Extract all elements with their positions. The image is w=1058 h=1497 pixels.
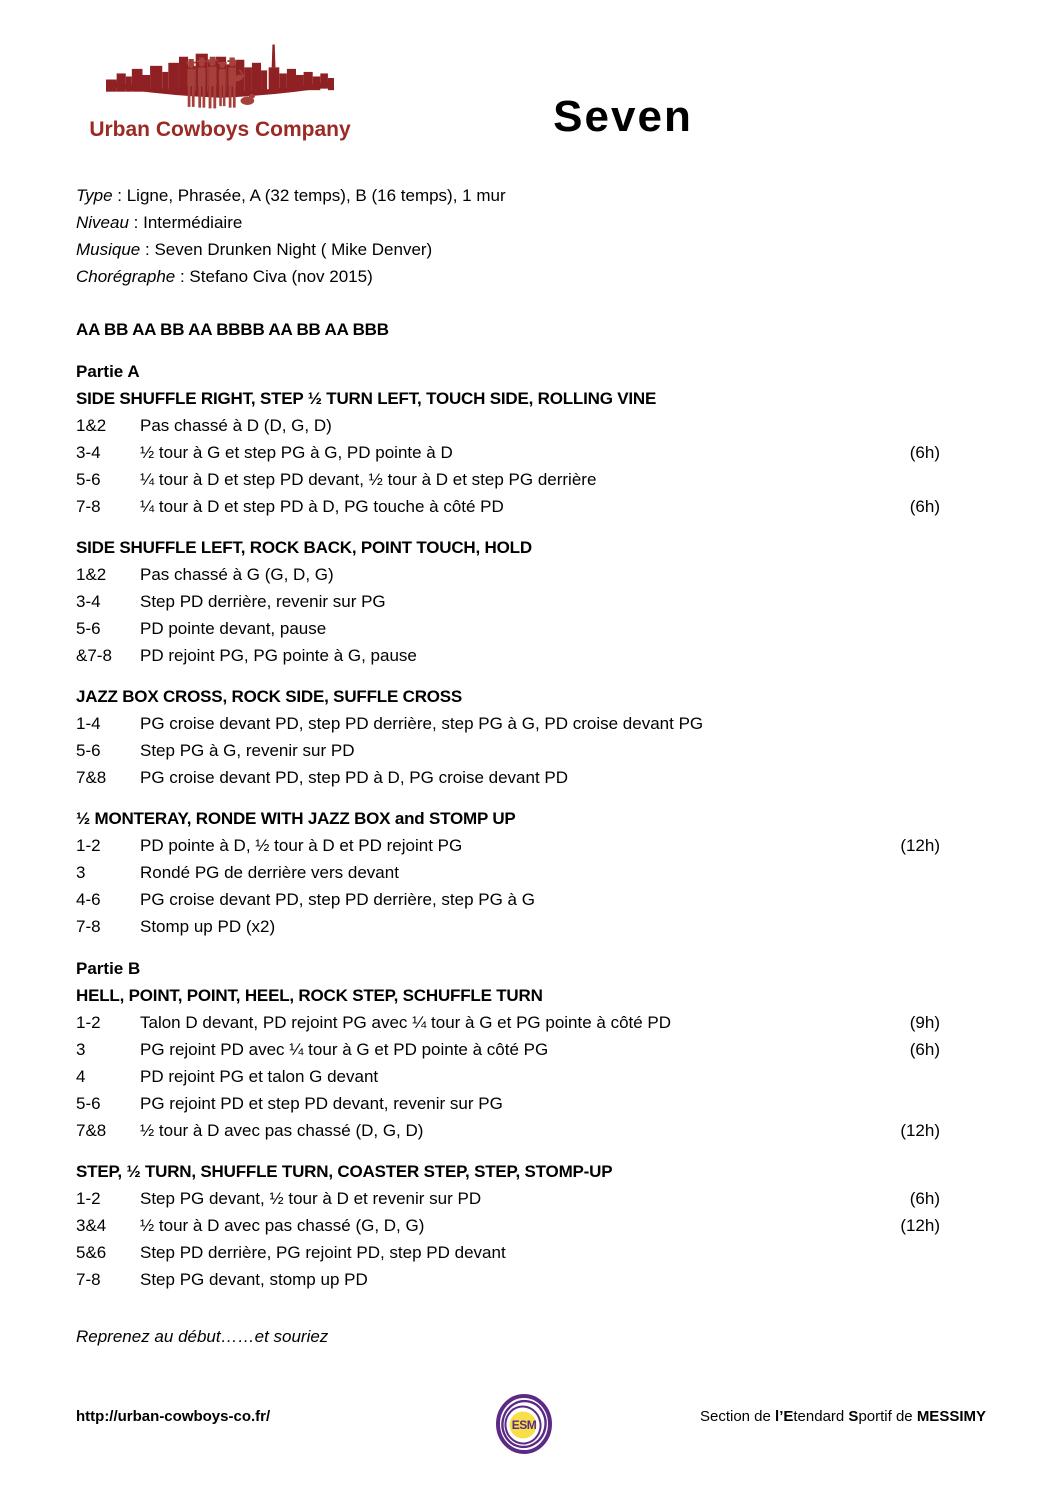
section-title: STEP, ½ TURN, SHUFFLE TURN, COASTER STEP, STEP, STOMP-UP: [76, 1162, 613, 1181]
step-counts: 5-6: [76, 741, 101, 760]
step-clock: [868, 710, 940, 737]
step-text: ½ tour à D avec pas chassé (G, D, G): [140, 1216, 425, 1235]
step-clock: [868, 588, 940, 615]
step-row: [76, 412, 940, 439]
step-row: [76, 1063, 940, 1090]
meta-separator: :: [140, 240, 155, 259]
step-row: [76, 439, 940, 466]
meta-separator: :: [175, 267, 190, 286]
footer-section-part: tendard: [793, 1408, 849, 1425]
step-text: ½ tour à G et step PG à G, PD pointe à D: [140, 443, 453, 462]
step-row: [76, 561, 940, 588]
step-counts: 1&2: [76, 416, 107, 435]
step-text: PG croise devant PD, step PD à D, PG croise devant PD: [140, 768, 569, 787]
part-title: Partie B: [76, 959, 141, 978]
step-row: [76, 710, 940, 737]
step-text: Rondé PG de derrière vers devant: [140, 863, 399, 882]
step-clock: [868, 859, 940, 886]
step-counts: 7-8: [76, 917, 101, 936]
step-text: PG croise devant PD, step PD derrière, step PG à G: [140, 890, 535, 909]
meta-value: Stefano Civa (nov 2015): [189, 267, 373, 286]
section-title: SIDE SHUFFLE RIGHT, STEP ½ TURN LEFT, TOUCH SIDE, ROLLING VINE: [76, 389, 657, 408]
step-text: Step PD derrière, revenir sur PG: [140, 592, 386, 611]
page-title: Seven: [553, 92, 693, 141]
step-clock: [868, 466, 940, 493]
step-clock: [868, 1090, 940, 1117]
step-text: ¼ tour à D et step PD devant, ½ tour à D et step PG derrière: [140, 470, 597, 489]
step-counts: 7-8: [76, 497, 101, 516]
step-counts: 3-4: [76, 592, 101, 611]
step-clock: [868, 1239, 940, 1266]
step-clock: [868, 913, 940, 940]
meta-block: [76, 182, 1058, 290]
step-row: [76, 859, 940, 886]
sequence-line: AA BB AA BB AA BBBB AA BB AA BBB: [76, 320, 389, 339]
meta-line: [76, 182, 1058, 209]
step-counts: 4: [76, 1067, 86, 1086]
step-clock: [868, 764, 940, 791]
step-text: PD pointe devant, pause: [140, 619, 327, 638]
step-counts: 5-6: [76, 470, 101, 489]
step-row: [76, 1009, 940, 1036]
meta-label: Chorégraphe: [76, 267, 176, 286]
step-row: [76, 886, 940, 913]
step-counts: 4-6: [76, 890, 101, 909]
step-text: Step PG devant, stomp up PD: [140, 1270, 368, 1289]
step-text: Step PD derrière, PG rejoint PD, step PD devant: [140, 1243, 506, 1262]
step-counts: 5-6: [76, 619, 101, 638]
brand-name: Urban Cowboys Company: [89, 118, 351, 141]
step-text: ¼ tour à D et step PD à D, PG touche à côté PD: [140, 497, 504, 516]
step-row: [76, 764, 940, 791]
step-text: Step PG à G, revenir sur PD: [140, 741, 355, 760]
meta-label: Musique: [76, 240, 141, 259]
step-counts: 3: [76, 863, 86, 882]
step-clock: (12h): [900, 836, 940, 855]
step-row: [76, 493, 940, 520]
step-text: PG rejoint PD et step PD devant, revenir sur PG: [140, 1094, 503, 1113]
urban-cowboys-logo: [74, 40, 366, 142]
step-row: [76, 1090, 940, 1117]
meta-value: Intermédiaire: [143, 213, 243, 232]
step-text: PD pointe à D, ½ tour à D et PD rejoint PG: [140, 836, 463, 855]
footer-section-part: l’E: [775, 1408, 794, 1425]
step-counts: 1-4: [76, 714, 101, 733]
step-section: [76, 1158, 940, 1293]
city-skyline-cowboys-icon: [74, 40, 366, 116]
step-row: [76, 1117, 940, 1144]
step-clock: (6h): [909, 443, 940, 462]
step-clock: (6h): [909, 497, 940, 516]
step-text: Pas chassé à G (G, D, G): [140, 565, 334, 584]
meta-line: [76, 209, 1058, 236]
step-counts: 1-2: [76, 1189, 101, 1208]
step-counts: 1&2: [76, 565, 107, 584]
step-counts: 5&6: [76, 1243, 107, 1262]
esm-logo: [494, 1392, 554, 1456]
step-clock: [868, 561, 940, 588]
meta-line: [76, 236, 1058, 263]
step-clock: [868, 412, 940, 439]
section-title: HELL, POINT, POINT, HEEL, ROCK STEP, SCHUFFLE TURN: [76, 986, 543, 1005]
step-clock: (6h): [909, 1189, 940, 1208]
step-section: [76, 805, 940, 940]
document-footer: [0, 1392, 1058, 1462]
step-clock: (12h): [900, 1121, 940, 1140]
footer-url: http://urban-cowboys-co.fr/: [76, 1408, 271, 1425]
step-clock: (6h): [909, 1040, 940, 1059]
step-section: [76, 534, 940, 669]
step-clock: (9h): [909, 1013, 940, 1032]
step-counts: 1-2: [76, 836, 101, 855]
esm-badge-label: ESM: [511, 1418, 537, 1433]
step-row: [76, 1266, 940, 1293]
step-counts: 1-2: [76, 1013, 101, 1032]
step-row: [76, 642, 940, 669]
footer-section-part: S: [848, 1408, 859, 1425]
step-text: Talon D devant, PD rejoint PG avec ¼ tour à G et PG pointe à côté PD: [140, 1013, 672, 1032]
footer-section-part: portif de: [858, 1408, 917, 1425]
meta-label: Niveau: [76, 213, 129, 232]
step-row: [76, 1185, 940, 1212]
step-row: [76, 913, 940, 940]
step-clock: [868, 737, 940, 764]
step-text: Pas chassé à D (D, G, D): [140, 416, 332, 435]
step-counts: 3-4: [76, 443, 101, 462]
step-section: [76, 385, 940, 520]
step-counts: 5-6: [76, 1094, 101, 1113]
footer-section-part: MESSIMY: [916, 1408, 986, 1425]
document-header: [0, 0, 1058, 166]
step-clock: (12h): [900, 1216, 940, 1235]
step-row: [76, 615, 940, 642]
step-row: [76, 737, 940, 764]
step-counts: 7&8: [76, 768, 107, 787]
meta-separator: :: [128, 213, 144, 232]
step-counts: &7-8: [76, 646, 112, 665]
closing-line: Reprenez au début……et souriez: [76, 1327, 329, 1346]
meta-value: Ligne, Phrasée, A (32 temps), B (16 temps), 1 mur: [126, 186, 506, 205]
step-text: Stomp up PD (x2): [140, 917, 276, 936]
meta-value: Seven Drunken Night ( Mike Denver): [154, 240, 433, 259]
step-row: [76, 588, 940, 615]
step-text: ½ tour à D avec pas chassé (D, G, D): [140, 1121, 424, 1140]
footer-section-text: [700, 1408, 986, 1425]
section-title: ½ MONTERAY, RONDE WITH JAZZ BOX and STOMP UP: [76, 809, 516, 828]
step-text: Step PG devant, ½ tour à D et revenir sur PD: [140, 1189, 482, 1208]
step-row: [76, 832, 940, 859]
step-text: PD rejoint PG, PG pointe à G, pause: [140, 646, 417, 665]
step-counts: 3&4: [76, 1216, 107, 1235]
step-section: [76, 683, 940, 791]
step-clock: [868, 886, 940, 913]
step-row: [76, 466, 940, 493]
step-counts: 7&8: [76, 1121, 107, 1140]
step-row: [76, 1239, 940, 1266]
meta-separator: :: [112, 186, 127, 205]
step-text: PG rejoint PD avec ¼ tour à G et PD pointe à côté PG: [140, 1040, 549, 1059]
step-row: [76, 1212, 940, 1239]
dance-sheet: [76, 358, 940, 1293]
step-counts: 7-8: [76, 1270, 101, 1289]
meta-line: [76, 263, 1058, 290]
step-clock: [868, 642, 940, 669]
section-title: JAZZ BOX CROSS, ROCK SIDE, SUFFLE CROSS: [76, 687, 463, 706]
step-section: [76, 982, 940, 1144]
step-clock: [868, 1063, 940, 1090]
step-row: [76, 1036, 940, 1063]
step-clock: [868, 1266, 940, 1293]
step-counts: 3: [76, 1040, 86, 1059]
step-text: PD rejoint PG et talon G devant: [140, 1067, 379, 1086]
part-title: Partie A: [76, 362, 140, 381]
meta-label: Type: [76, 186, 113, 205]
step-clock: [868, 615, 940, 642]
step-text: PG croise devant PD, step PD derrière, step PG à G, PD croise devant PG: [140, 714, 704, 733]
section-title: SIDE SHUFFLE LEFT, ROCK BACK, POINT TOUCH, HOLD: [76, 538, 532, 557]
footer-section-part: Section de: [699, 1408, 776, 1425]
